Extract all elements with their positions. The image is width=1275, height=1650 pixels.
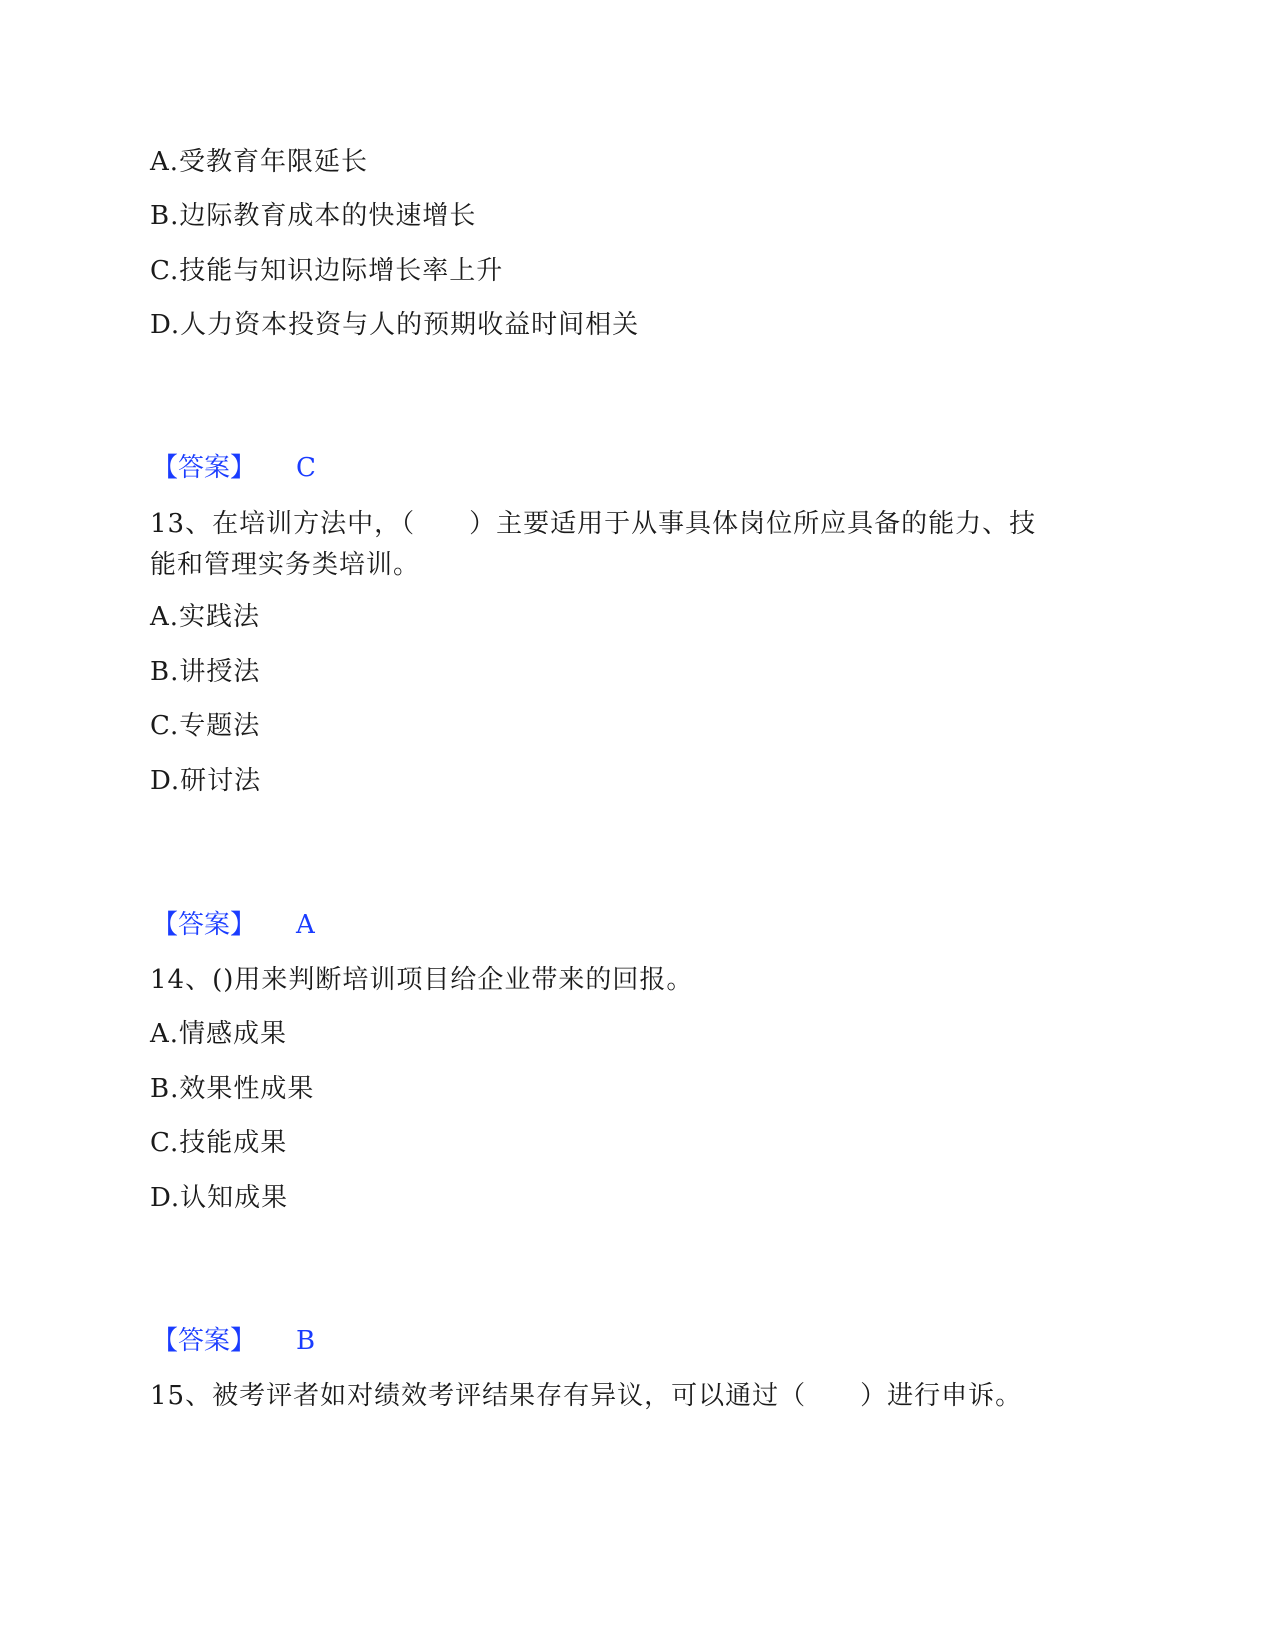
q13-option-c: C.专题法 xyxy=(150,711,261,741)
q12-option-c: C.技能与知识边际增长率上升 xyxy=(150,256,504,286)
q13-option-d: D.研讨法 xyxy=(150,766,262,796)
answer-value: A xyxy=(296,910,315,940)
q13-stem-line2: 能和管理实务类培训。 xyxy=(150,550,421,580)
answer-tag: 【答案】 xyxy=(152,453,257,483)
q15-stem: 15、被考评者如对绩效考评结果存有异议，可以通过（ ）进行申诉。 xyxy=(150,1381,1023,1411)
q13-option-a: A.实践法 xyxy=(150,602,261,632)
answer-tag: 【答案】 xyxy=(152,910,257,940)
q12-answer xyxy=(152,448,316,488)
q12-option-d: D.人力资本投资与人的预期收益时间相关 xyxy=(150,310,640,340)
q14-answer xyxy=(152,1321,315,1361)
q14-option-b: B.效果性成果 xyxy=(150,1074,315,1104)
q12-option-a: A.受教育年限延长 xyxy=(150,147,369,177)
q13-option-b: B.讲授法 xyxy=(150,657,261,687)
q14-option-a: A.情感成果 xyxy=(150,1019,288,1049)
answer-value: B xyxy=(296,1326,316,1356)
answer-value: C xyxy=(296,453,316,483)
q13-answer xyxy=(152,905,315,945)
q14-stem: 14、()用来判断培训项目给企业带来的回报。 xyxy=(150,965,694,995)
q14-option-c: C.技能成果 xyxy=(150,1128,288,1158)
q14-option-d: D.认知成果 xyxy=(150,1183,289,1213)
q12-option-b: B.边际教育成本的快速增长 xyxy=(150,201,477,231)
q13-stem-line1: 13、在培训方法中，（ ）主要适用于从事具体岗位所应具备的能力、技 xyxy=(150,509,1037,539)
answer-tag: 【答案】 xyxy=(152,1326,257,1356)
